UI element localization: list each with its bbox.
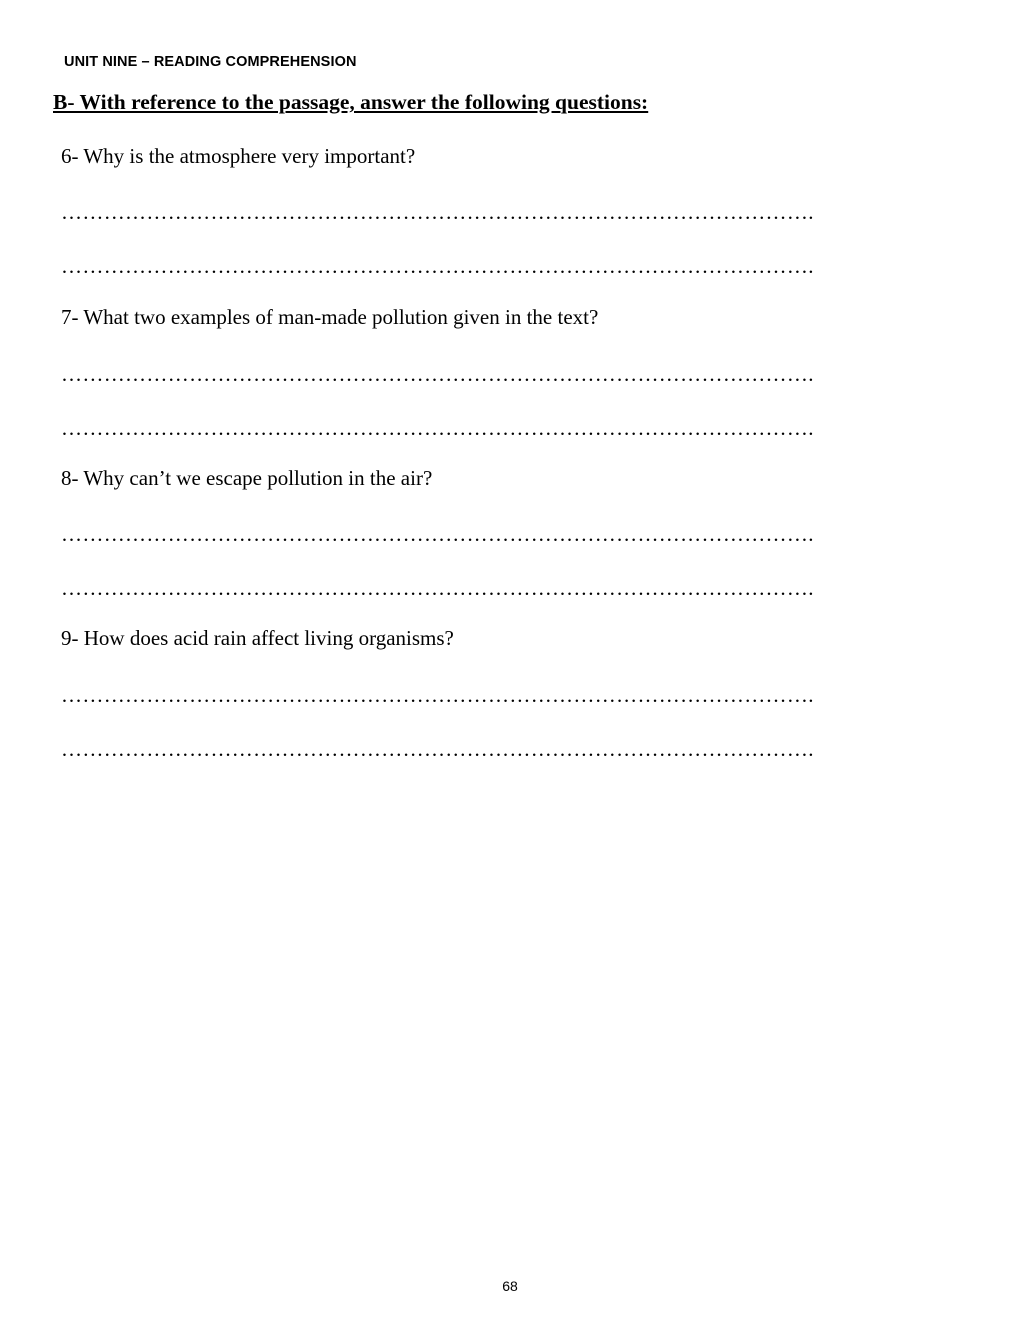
- answer-line: …………………………………………………………………………………………….: [61, 576, 814, 600]
- answer-line: …………………………………………………………………………………………….: [61, 737, 814, 761]
- question-8: 8- Why can’t we escape pollution in the air?: [61, 466, 433, 490]
- answer-line: …………………………………………………………………………………………….: [61, 254, 814, 278]
- answer-line: …………………………………………………………………………………………….: [61, 362, 814, 386]
- page-number: 68: [502, 1278, 518, 1294]
- answer-line: …………………………………………………………………………………………….: [61, 416, 814, 440]
- answer-line: …………………………………………………………………………………………….: [61, 683, 814, 707]
- answer-line: …………………………………………………………………………………………….: [61, 522, 814, 546]
- question-9: 9- How does acid rain affect living organisms?: [61, 626, 454, 650]
- question-7: 7- What two examples of man-made pollution given in the text?: [61, 305, 599, 329]
- unit-header: UNIT NINE – READING COMPREHENSION: [64, 54, 357, 70]
- answer-line: …………………………………………………………………………………………….: [61, 200, 814, 224]
- section-title: B- With reference to the passage, answer the following questions:: [53, 90, 649, 114]
- question-6: 6- Why is the atmosphere very important?: [61, 144, 416, 168]
